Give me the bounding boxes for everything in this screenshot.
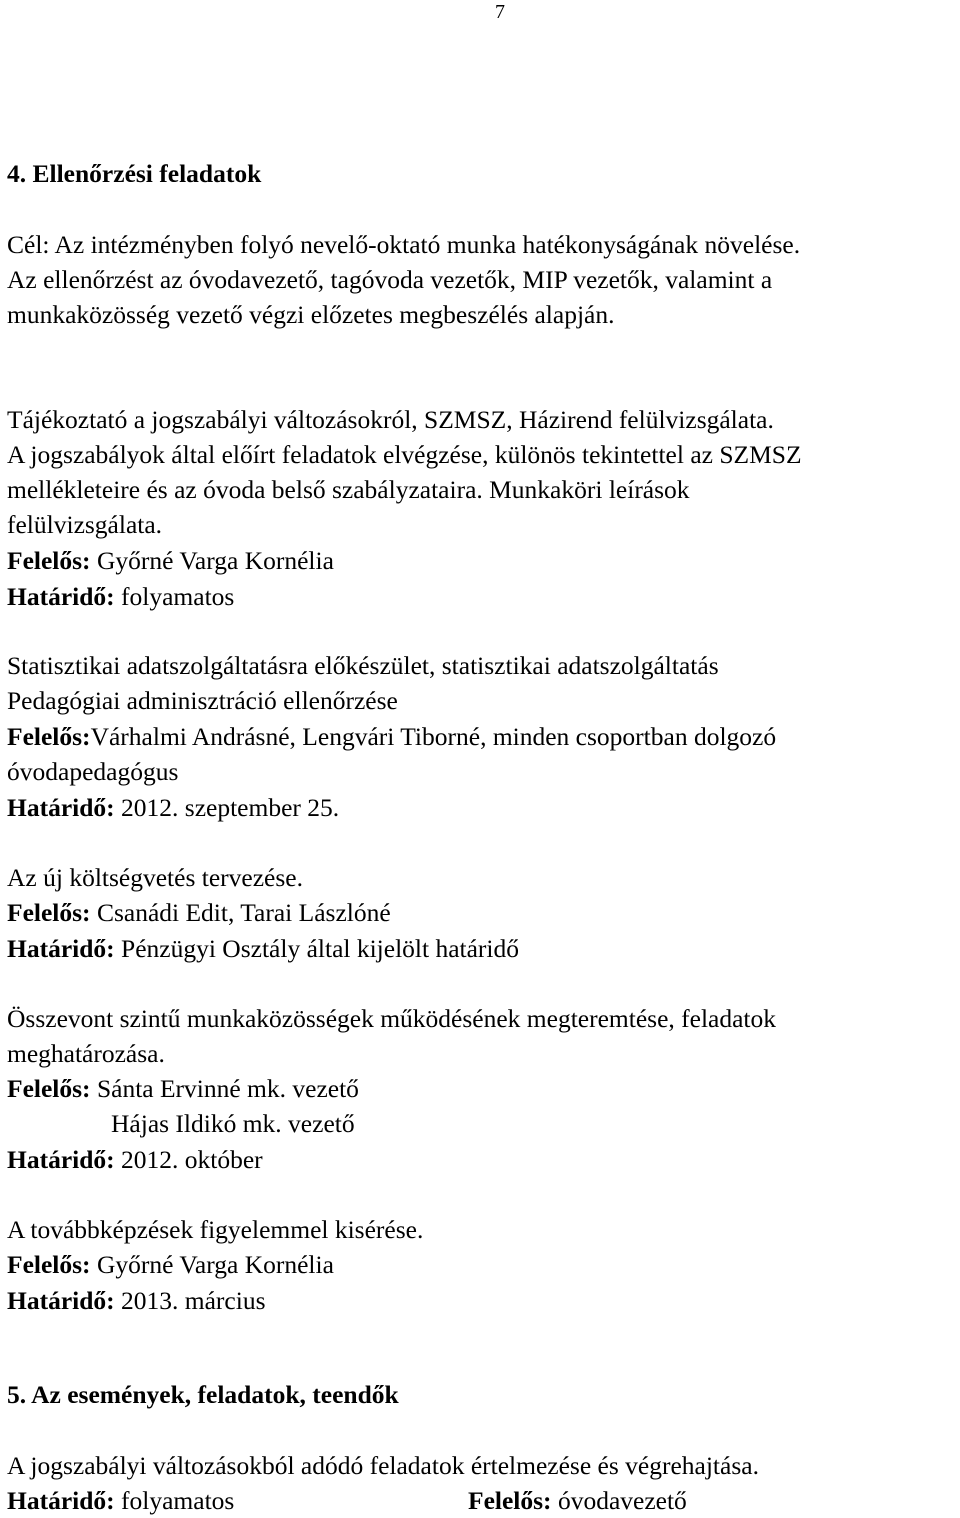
section-4-heading: 4. Ellenőrzési feladatok	[7, 159, 262, 188]
goal-line-3: munkaközösség vezető végzi előzetes megbeszélés alapján.	[7, 300, 615, 329]
block1-deadline	[7, 579, 234, 614]
block3-responsible	[7, 895, 391, 930]
block4-line-1: Összevont szintű munkaközösségek működésének megteremtése, feladatok	[7, 1004, 777, 1033]
block2-responsible	[7, 719, 776, 754]
deadline-label: Határidő:	[7, 793, 115, 822]
block2-deadline	[7, 790, 339, 825]
block5-line: A továbbképzések figyelemmel kisérése.	[7, 1215, 424, 1244]
deadline-label: Határidő:	[7, 934, 115, 963]
responsible-label: Felelős:	[7, 1250, 91, 1279]
block5-deadline	[7, 1283, 266, 1318]
deadline-label: Határidő:	[7, 582, 115, 611]
block2-line-2: Pedagógiai adminisztráció ellenőrzése	[7, 686, 398, 715]
deadline-value: 2012. szeptember 25.	[114, 793, 340, 822]
responsible-label: Felelős:	[468, 1486, 552, 1515]
deadline-value: Pénzügyi Osztály által kijelölt határidő	[114, 934, 520, 963]
block3-line: Az új költségvetés tervezése.	[7, 863, 303, 892]
block1-line-1: Tájékoztató a jogszabályi változásokról, SZMSZ, Házirend felülvizsgálata.	[7, 405, 774, 434]
deadline-value: folyamatos	[114, 1486, 235, 1515]
responsible-label: Felelős:	[7, 722, 91, 751]
block1-line-4: felülvizsgálata.	[7, 510, 163, 539]
deadline-value: folyamatos	[114, 582, 235, 611]
block2-responsible-cont: óvodapedagógus	[7, 757, 179, 786]
responsible-label: Felelős:	[7, 898, 91, 927]
responsible-label: Felelős:	[7, 1074, 91, 1103]
responsible-label: Felelős:	[7, 546, 91, 575]
deadline-label: Határidő:	[7, 1286, 115, 1315]
page-number: 7	[495, 1, 505, 23]
block4-line-2: meghatározása.	[7, 1039, 165, 1068]
block2-line-1: Statisztikai adatszolgáltatásra előkészület, statisztikai adatszolgáltatás	[7, 651, 719, 680]
block5-responsible	[7, 1247, 334, 1282]
responsible-value: Várhalmi Andrásné, Lengvári Tiborné, minden csoportban dolgozó	[90, 722, 777, 751]
responsible-value: Csanádi Edit, Tarai Lászlóné	[90, 898, 391, 927]
section5-deadline	[7, 1483, 234, 1518]
goal-line-1: Cél: Az intézményben folyó nevelő-oktató munka hatékonyságának növelése.	[7, 230, 801, 259]
section5-line: A jogszabályi változásokból adódó feladatok értelmezése és végrehajtása.	[7, 1451, 759, 1480]
deadline-label: Határidő:	[7, 1145, 115, 1174]
block3-deadline	[7, 931, 519, 966]
block1-line-3: mellékleteire és az óvoda belső szabályzataira. Munkaköri leírások	[7, 475, 690, 504]
responsible-value: Győrné Varga Kornélia	[90, 546, 334, 575]
block4-responsible-second: Hájas Ildikó mk. vezető	[111, 1109, 355, 1138]
block1-responsible	[7, 543, 334, 578]
section-5-heading: 5. Az események, feladatok, teendők	[7, 1380, 399, 1409]
block4-responsible	[7, 1071, 359, 1106]
section5-responsible	[468, 1483, 687, 1518]
deadline-label: Határidő:	[7, 1486, 115, 1515]
responsible-value: Sánta Ervinné mk. vezető	[90, 1074, 359, 1103]
deadline-value: 2013. március	[114, 1286, 266, 1315]
responsible-value: Győrné Varga Kornélia	[90, 1250, 334, 1279]
block4-deadline	[7, 1142, 263, 1177]
deadline-value: 2012. október	[114, 1145, 263, 1174]
responsible-value: óvodavezető	[551, 1486, 687, 1515]
block1-line-2: A jogszabályok által előírt feladatok elvégzése, különös tekintettel az SZMSZ	[7, 440, 802, 469]
goal-line-2: Az ellenőrzést az óvodavezető, tagóvoda vezetők, MIP vezetők, valamint a	[7, 265, 773, 294]
